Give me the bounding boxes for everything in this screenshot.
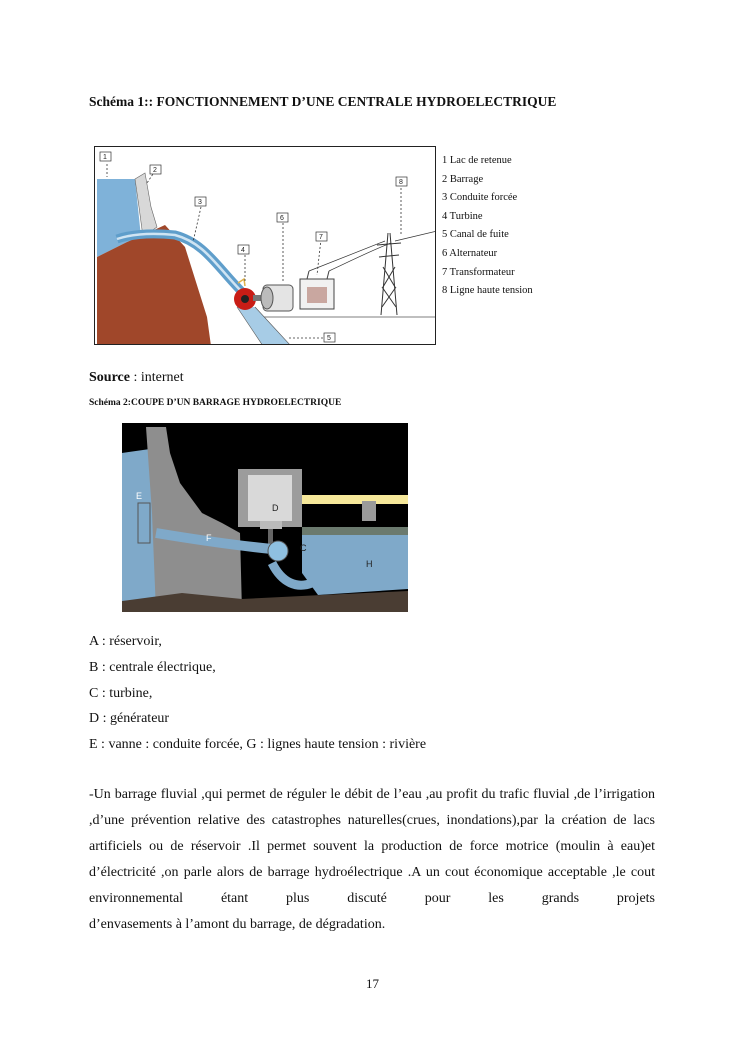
legend-list (89, 629, 426, 758)
river-water (302, 535, 408, 595)
label-H: H (366, 559, 373, 569)
paragraph-last-line: d’envasements à l’amont du barrage, de dégradation. (89, 917, 386, 932)
label-C: C (300, 543, 307, 553)
callout-1: 1 (103, 154, 107, 161)
pylon (377, 233, 401, 315)
label-F: F (206, 533, 212, 543)
legend-item: 6 Alternateur (442, 247, 498, 259)
body-paragraph (89, 782, 655, 938)
legend-item: 5 Canal de fuite (442, 229, 509, 241)
legend-item: 7 Transformateur (442, 266, 515, 278)
dam-section-illustration (122, 423, 408, 612)
source-label: Source (89, 370, 130, 385)
list-item: D : générateur (89, 711, 170, 727)
list-item: E : vanne : conduite forcée, G : lignes haute tension : rivière (89, 737, 427, 753)
list-item: A : réservoir, (89, 634, 162, 649)
callout-5: 5 (327, 335, 331, 342)
paragraph-body: -Un barrage fluvial ,qui permet de réguler le débit de l’eau ,au profit du trafic fluvial ,de l’irrigation ,d’une prévention relative des catastrophes naturelles(crues, inondations),par la création de lacs artificiels ou de réservoir .Il permet souvent la production de force motrice (moulin à eau)et d’électricité ,on parle alors de barrage hydroélectrique .A un cout économique acceptable ,le cout environnemental étant plus discuté pour les grands projets (89, 787, 655, 906)
generator-room (248, 475, 292, 521)
list-item: C : turbine, (89, 685, 153, 701)
callout-8: 8 (399, 179, 403, 186)
label-D: D (272, 503, 279, 513)
callout-4: 4 (241, 247, 245, 254)
page-number: 17 (366, 976, 379, 991)
list-item: B : centrale électrique, (89, 659, 216, 675)
hydro-plant-illustration (95, 147, 436, 345)
source-value: : internet (129, 370, 184, 385)
label-E: E (136, 491, 143, 501)
legend-item: 1 Lac de retenue (442, 155, 512, 166)
tailrace-channel (237, 307, 291, 345)
power-line (302, 495, 408, 504)
schema1-title: Schéma 1:: FONCTIONNEMENT D’UNE CENTRALE HYDROELECTRIQUE (89, 94, 557, 109)
callout-6: 6 (280, 215, 284, 222)
callout-7: 7 (319, 234, 323, 241)
schema2-title: Schéma 2:COUPE D’UN BARRAGE HYDROELECTRIQUE (89, 398, 342, 408)
legend-item: 8 Ligne haute tension (442, 285, 533, 297)
callout-3: 3 (198, 199, 202, 206)
legend-item: 3 Conduite forcée (442, 192, 518, 204)
legend-item: 2 Barrage (442, 173, 484, 185)
dam-cross-section (122, 423, 408, 612)
callout-2: 2 (153, 167, 157, 174)
hydro-plant-diagram (94, 146, 436, 345)
source-line (89, 370, 184, 386)
schema1-legend (442, 152, 533, 301)
turbine (268, 541, 288, 561)
legend-item: 4 Turbine (442, 210, 483, 222)
